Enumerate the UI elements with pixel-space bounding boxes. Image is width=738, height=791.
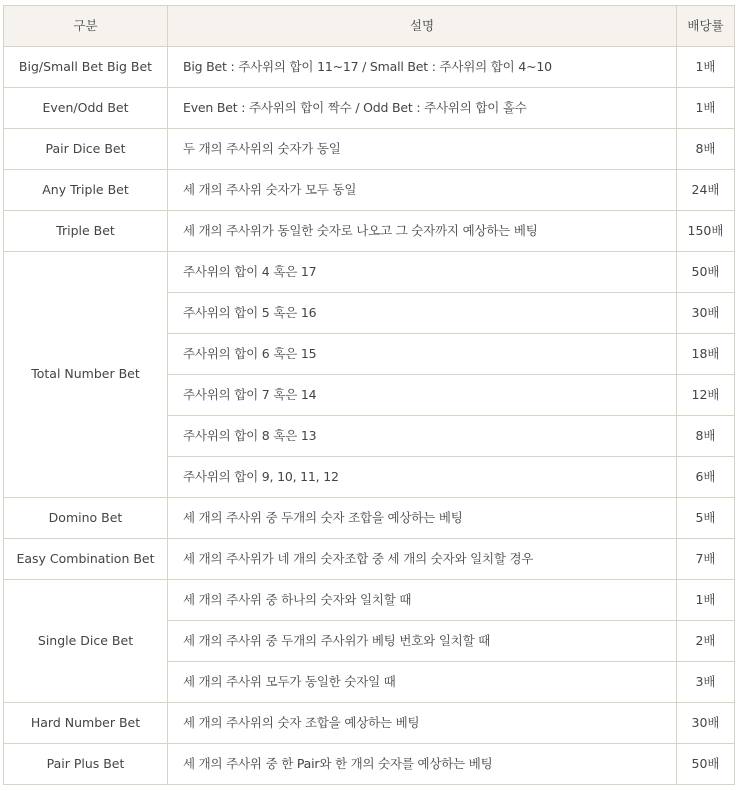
bet-category: Single Dice Bet xyxy=(4,580,168,703)
bet-description: 주사위의 합이 5 혹은 16 xyxy=(168,293,677,334)
bet-description: Even Bet : 주사위의 합이 짝수 / Odd Bet : 주사위의 합이 홀수 xyxy=(168,88,677,129)
table-header-row xyxy=(4,6,735,47)
bet-payout: 50배 xyxy=(677,744,735,785)
bet-category: Big/Small Bet Big Bet xyxy=(4,47,168,88)
bet-payout: 8배 xyxy=(677,416,735,457)
bet-payout: 2배 xyxy=(677,621,735,662)
table-row xyxy=(4,252,735,293)
bet-table-container xyxy=(3,5,735,785)
table-row xyxy=(4,539,735,580)
bet-category: Pair Dice Bet xyxy=(4,129,168,170)
table-row xyxy=(4,580,735,621)
bet-category: Hard Number Bet xyxy=(4,703,168,744)
bet-payout-table xyxy=(3,5,735,785)
bet-payout: 30배 xyxy=(677,293,735,334)
table-row xyxy=(4,211,735,252)
bet-description: 세 개의 주사위 중 두개의 주사위가 베팅 번호와 일치할 때 xyxy=(168,621,677,662)
bet-description: 주사위의 합이 4 혹은 17 xyxy=(168,252,677,293)
bet-description: 세 개의 주사위 중 한 Pair와 한 개의 숫자를 예상하는 베팅 xyxy=(168,744,677,785)
table-row xyxy=(4,498,735,539)
table-row xyxy=(4,129,735,170)
bet-category: Domino Bet xyxy=(4,498,168,539)
bet-description: 두 개의 주사위의 숫자가 동일 xyxy=(168,129,677,170)
bet-payout: 24배 xyxy=(677,170,735,211)
bet-payout: 12배 xyxy=(677,375,735,416)
header-category: 구분 xyxy=(4,6,168,47)
bet-payout: 3배 xyxy=(677,662,735,703)
bet-description: 세 개의 주사위 숫자가 모두 동일 xyxy=(168,170,677,211)
table-row xyxy=(4,170,735,211)
table-row xyxy=(4,47,735,88)
bet-description: 주사위의 합이 6 혹은 15 xyxy=(168,334,677,375)
bet-description: 세 개의 주사위 중 하나의 숫자와 일치할 때 xyxy=(168,580,677,621)
table-row xyxy=(4,744,735,785)
bet-payout: 1배 xyxy=(677,88,735,129)
bet-payout: 5배 xyxy=(677,498,735,539)
bet-category: Even/Odd Bet xyxy=(4,88,168,129)
header-description: 설명 xyxy=(168,6,677,47)
bet-category: Total Number Bet xyxy=(4,252,168,498)
bet-description: Big Bet : 주사위의 합이 11~17 / Small Bet : 주사위의 합이 4~10 xyxy=(168,47,677,88)
bet-description: 주사위의 합이 9, 10, 11, 12 xyxy=(168,457,677,498)
bet-category: Any Triple Bet xyxy=(4,170,168,211)
bet-payout: 50배 xyxy=(677,252,735,293)
bet-payout: 18배 xyxy=(677,334,735,375)
bet-payout: 7배 xyxy=(677,539,735,580)
bet-category: Triple Bet xyxy=(4,211,168,252)
bet-description: 세 개의 주사위가 네 개의 숫자조합 중 세 개의 숫자와 일치할 경우 xyxy=(168,539,677,580)
bet-payout: 8배 xyxy=(677,129,735,170)
bet-category: Pair Plus Bet xyxy=(4,744,168,785)
bet-payout: 6배 xyxy=(677,457,735,498)
table-row xyxy=(4,703,735,744)
bet-payout: 1배 xyxy=(677,580,735,621)
bet-description: 세 개의 주사위 모두가 동일한 숫자일 때 xyxy=(168,662,677,703)
bet-category: Easy Combination Bet xyxy=(4,539,168,580)
bet-description: 주사위의 합이 8 혹은 13 xyxy=(168,416,677,457)
bet-description: 세 개의 주사위 중 두개의 숫자 조합을 예상하는 베팅 xyxy=(168,498,677,539)
bet-payout: 150배 xyxy=(677,211,735,252)
bet-description: 세 개의 주사위의 숫자 조합을 예상하는 베팅 xyxy=(168,703,677,744)
bet-description: 세 개의 주사위가 동일한 숫자로 나오고 그 숫자까지 예상하는 베팅 xyxy=(168,211,677,252)
header-payout: 배당률 xyxy=(677,6,735,47)
bet-description: 주사위의 합이 7 혹은 14 xyxy=(168,375,677,416)
table-row xyxy=(4,88,735,129)
bet-payout: 30배 xyxy=(677,703,735,744)
bet-payout: 1배 xyxy=(677,47,735,88)
